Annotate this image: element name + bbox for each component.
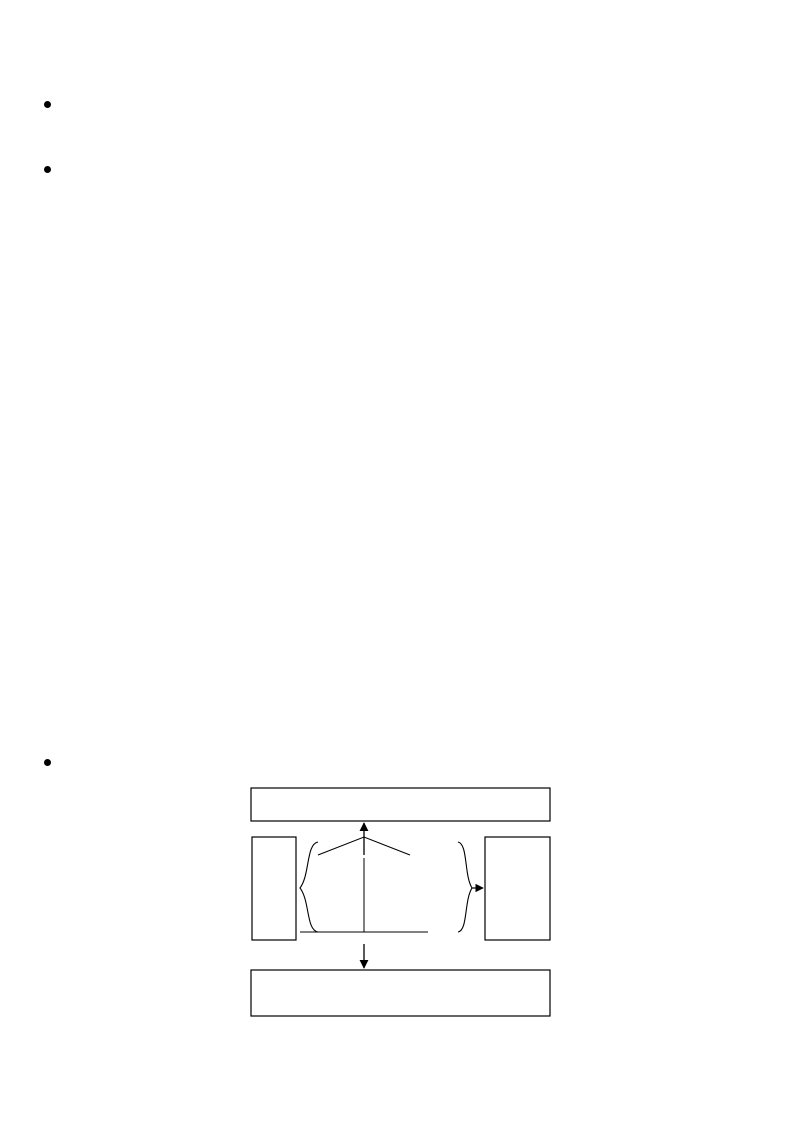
left-box bbox=[252, 837, 296, 940]
bottom-box bbox=[251, 970, 550, 1016]
right-brace bbox=[458, 842, 472, 932]
bullet-dot bbox=[44, 759, 51, 766]
quad-figures bbox=[0, 300, 800, 500]
left-brace bbox=[300, 842, 318, 932]
right-box bbox=[485, 837, 550, 940]
bullet-dot bbox=[44, 101, 51, 108]
bullet-dot bbox=[44, 166, 51, 173]
top-box bbox=[251, 788, 550, 821]
pyramid-diagram bbox=[0, 780, 800, 1030]
